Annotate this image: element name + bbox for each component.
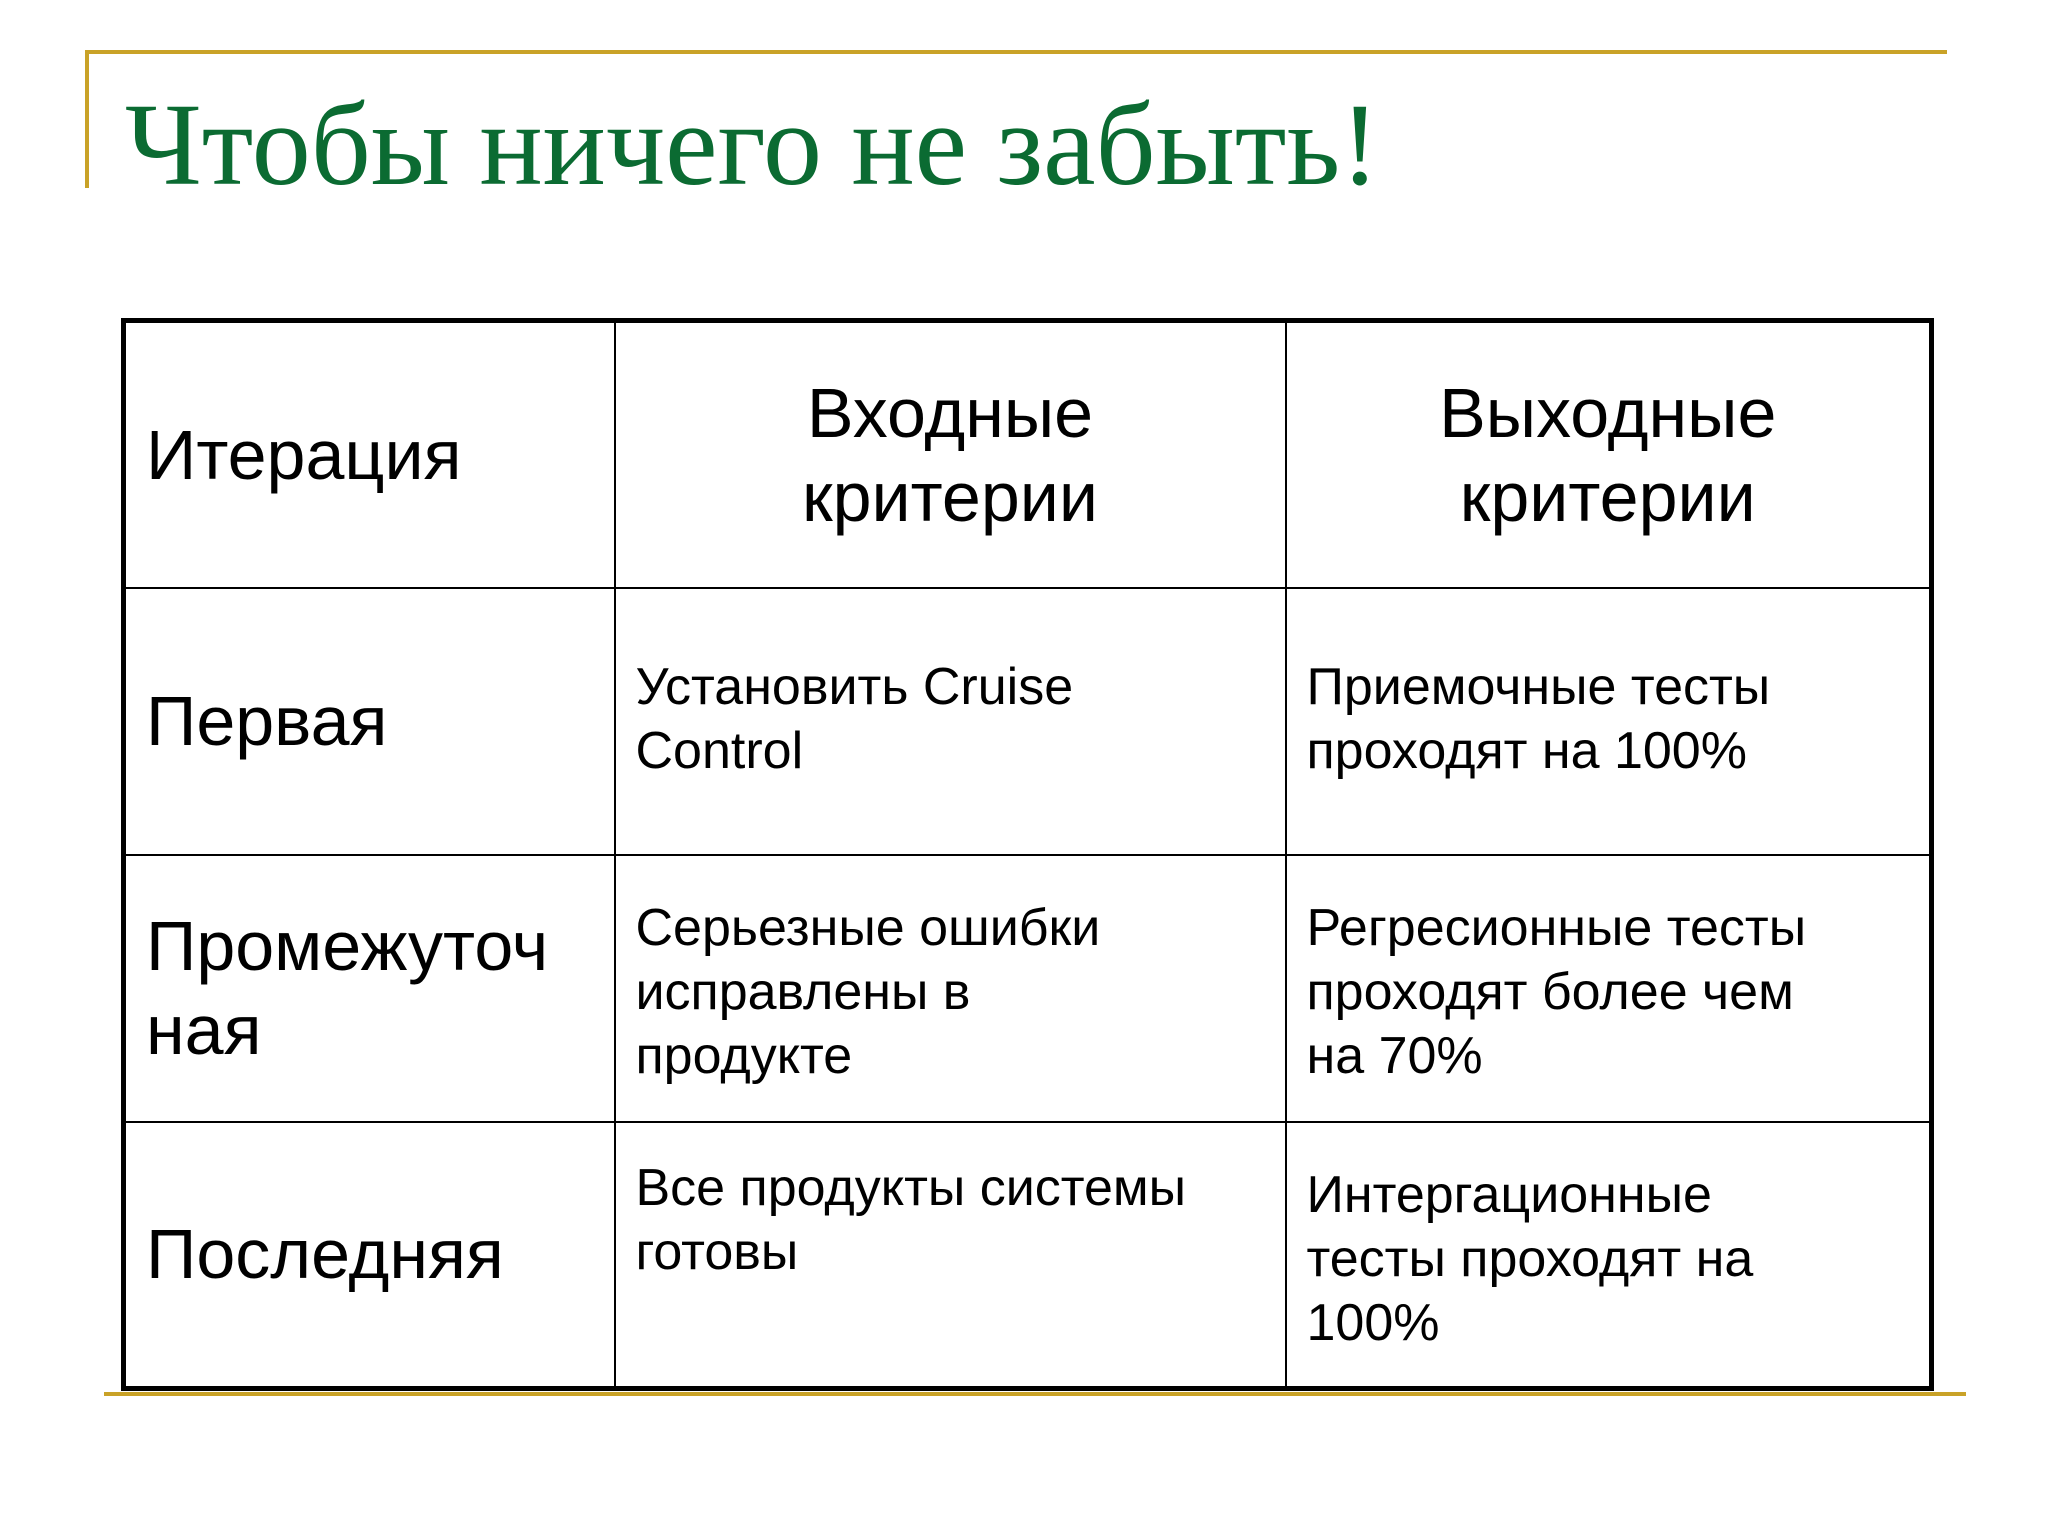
row-exit-criteria <box>1286 588 1932 855</box>
row-iteration-label: Последняя <box>146 1215 504 1294</box>
top-accent-rule <box>85 50 1947 54</box>
left-accent-rule <box>85 50 89 188</box>
table-row <box>124 1122 1932 1389</box>
header-iteration <box>124 321 615 588</box>
row-iteration-label: Первая <box>146 682 388 760</box>
row-iteration-intermediate <box>124 855 615 1122</box>
row-entry-criteria <box>615 855 1286 1122</box>
cell-line: Установить Cruise <box>635 657 1074 716</box>
header-exit-criteria <box>1286 321 1932 588</box>
cell-line: продукте <box>635 1026 853 1085</box>
header-exit-line-1: Выходные <box>1439 373 1777 452</box>
header-entry-criteria <box>615 321 1286 588</box>
cell-line: Приемочные тесты <box>1306 657 1771 716</box>
header-entry-line-1: Входные <box>806 373 1094 452</box>
cell-line: 100% <box>1306 1293 1440 1352</box>
cell-line: проходят более чем <box>1306 962 1794 1021</box>
cell-line: на 70% <box>1306 1026 1483 1085</box>
table-header-row <box>124 321 1932 588</box>
header-entry-line-2: критерии <box>802 457 1098 536</box>
row-entry-criteria <box>615 1122 1286 1389</box>
bottom-accent-rule <box>104 1392 1966 1396</box>
cell-line: проходят на 100% <box>1306 721 1747 780</box>
cell-line: готовы <box>635 1222 799 1281</box>
header-iteration-label: Итерация <box>146 415 462 494</box>
header-exit-line-2: критерии <box>1459 457 1756 536</box>
row-exit-criteria <box>1286 855 1932 1122</box>
slide-title: Чтобы ничего не забыть! <box>125 79 1380 210</box>
row-iteration-last <box>124 1122 615 1389</box>
cell-line: Интергационные <box>1306 1165 1712 1224</box>
cell-line: тесты проходят на <box>1306 1229 1754 1288</box>
cell-line: исправлены в <box>635 962 971 1021</box>
row-iteration-first <box>124 588 615 855</box>
row-iteration-label-line-2: ная <box>146 991 262 1069</box>
table-row <box>124 588 1932 855</box>
criteria-table <box>121 318 1934 1391</box>
row-entry-criteria <box>615 588 1286 855</box>
cell-line: Все продукты системы <box>635 1158 1187 1217</box>
cell-line: Серьезные ошибки <box>635 898 1101 957</box>
row-exit-criteria <box>1286 1122 1932 1389</box>
table-row <box>124 855 1932 1122</box>
cell-line: Control <box>635 721 804 780</box>
row-iteration-label-line-1: Промежуточ <box>146 907 549 985</box>
cell-line: Регресионные тесты <box>1306 898 1807 957</box>
